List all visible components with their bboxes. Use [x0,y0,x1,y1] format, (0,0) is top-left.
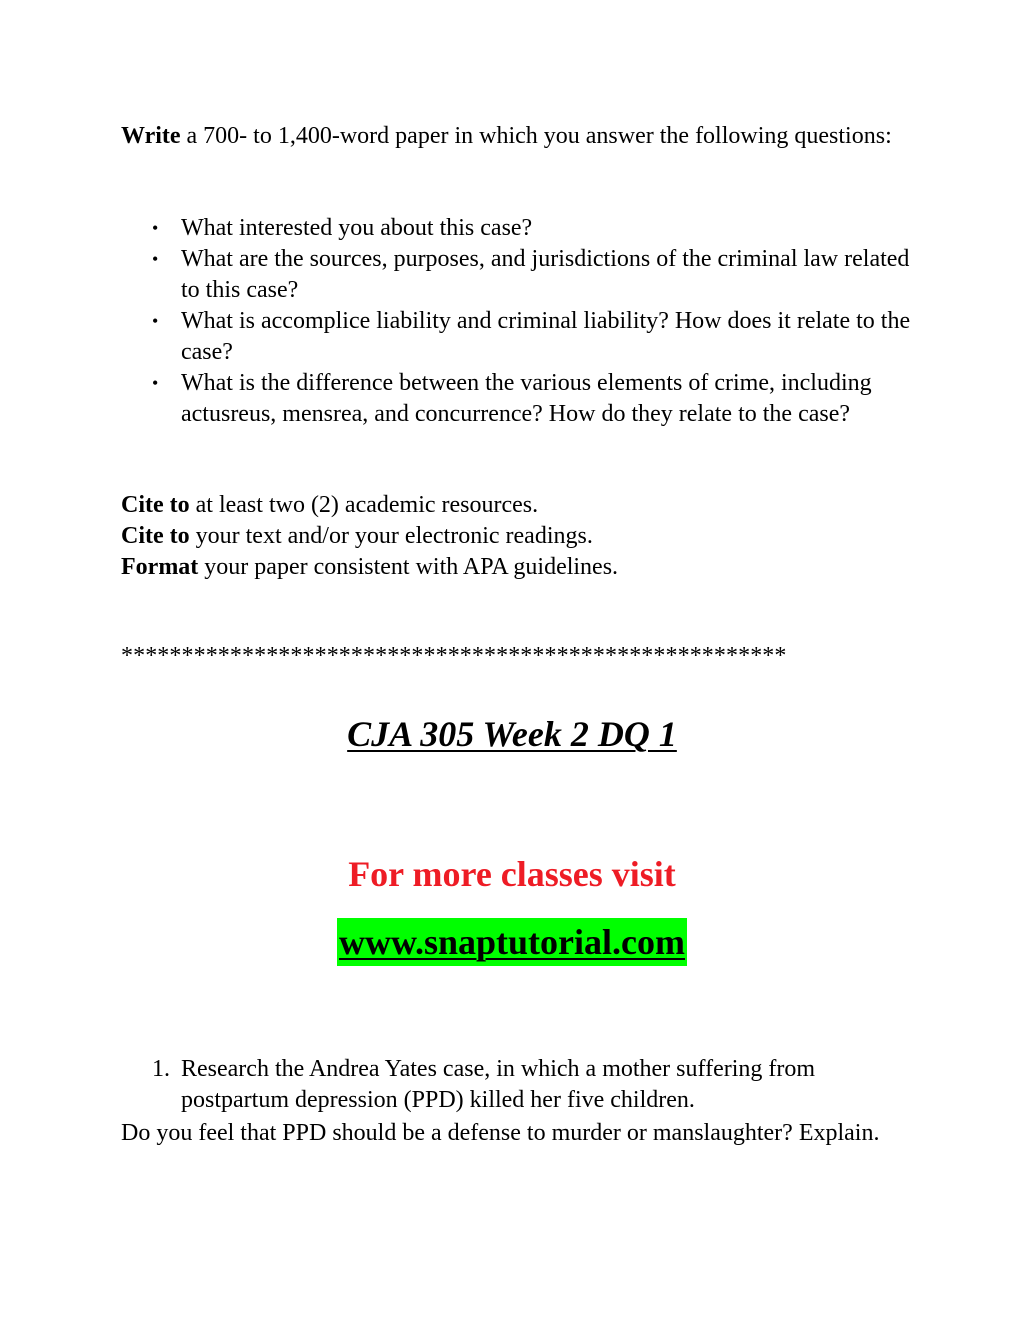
intro-text: a 700- to 1,400-word paper in which you answer the following questions: [180,123,892,149]
instruction-line [121,552,921,583]
bullet-text: What interested you about this case? [181,215,533,241]
instruction-text: at least two (2) academic resources. [189,492,539,518]
intro-paragraph [121,121,921,152]
bullet-icon: • [152,218,159,238]
instruction-line [121,490,921,521]
visit-heading: For more classes visit [348,854,676,894]
discussion-question: Do you feel that PPD should be a defense to murder or manslaughter? Explain. [121,1120,880,1146]
bullet-item [121,368,921,430]
instruction-bold: Cite to [121,523,190,549]
bullet-text: What is accomplice liability and criminal liability? How does it relate to the case? [181,308,911,365]
bullet-text: What are the sources, purposes, and jurisdictions of the criminal law related to this case? [181,246,910,303]
bullet-icon: • [152,373,159,393]
item-number: 1. [152,1056,170,1082]
question-bullet-list [121,213,921,430]
bullet-icon: • [152,249,159,269]
instruction-text: your paper consistent with APA guidelines. [198,554,619,580]
asterisk-separator: ******************************************************* [121,643,787,669]
course-title: CJA 305 Week 2 DQ 1 [347,714,677,754]
instruction-bold: Format [121,554,199,580]
numbered-item [121,1054,921,1116]
instruction-text: your text and/or your electronic readings. [189,523,593,549]
intro-bold-lead: Write [121,123,181,149]
instructions-block [121,490,921,583]
bullet-text: What is the difference between the various elements of crime, including actusreus, mensrea, and concurrence? How do they relate to the case? [181,370,872,427]
bullet-icon: • [152,311,159,331]
instruction-bold: Cite to [121,492,190,518]
website-link-wrapper [0,918,1024,966]
website-link[interactable]: www.snaptutorial.com [337,918,687,966]
numbered-item-text: Research the Andrea Yates case, in which a mother suffering from postpartum depression (PPD) killed her five children. [181,1056,816,1113]
bullet-item [121,244,921,306]
bullet-item [121,213,921,244]
bullet-item [121,306,921,368]
numbered-list [121,1054,921,1116]
instruction-line [121,521,921,552]
